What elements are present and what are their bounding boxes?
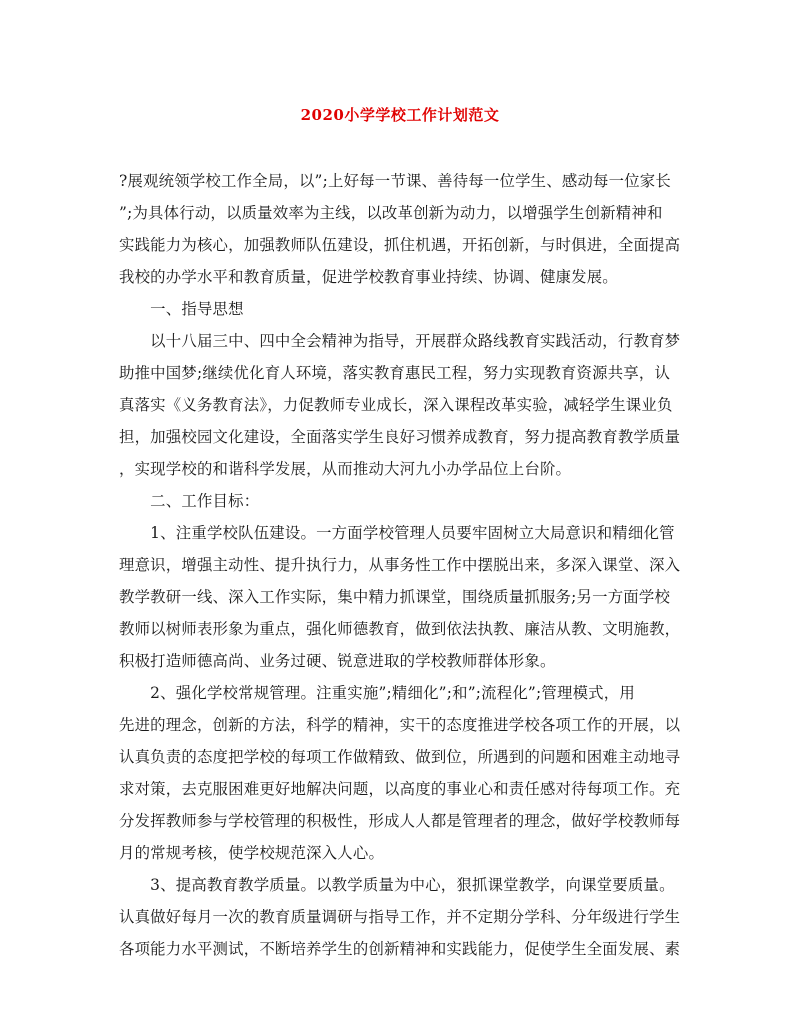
body-line: 认真负责的态度把学校的每项工作做精致、做到位，所遇到的问题和困难主动地寻 [119, 748, 681, 766]
body-line: 积极打造师德高尚、业务过硬、锐意进取的学校教师群体形象。 [119, 652, 556, 670]
body-line: 先进的理念，创新的方法，科学的精神，实干的态度推进学校各项工作的开展，以 [119, 716, 681, 734]
body-line: 分发挥教师参与学校管理的积极性，形成人人都是管理者的理念，做好学校教师每 [119, 812, 681, 830]
body-line: 担，加强校园文化建设，全面落实学生良好习惯养成教育，努力提高教育教学质量 [119, 428, 681, 446]
body-line: 3、提高教育教学质量。以教学质量为中心，狠抓课堂教学，向课堂要质量。 [119, 876, 675, 894]
body-line: 以十八届三中、四中全会精神为指导，开展群众路线教育实践活动，行教育梦 [119, 332, 681, 350]
body-line: 助推中国梦;继续优化育人环境，落实教育惠民工程，努力实现教育资源共享，认 [119, 364, 671, 382]
body-line: ，实现学校的和谐科学发展，从而推动大河九小办学品位上台阶。 [119, 460, 572, 478]
body-line: 2、强化学校常规管理。注重实施”;精细化”;和”;流程化”;管理模式，用 [119, 684, 635, 702]
body-line: 真落实《义务教育法》，力促教师专业成长，深入课程改革实验，减轻学生课业负 [119, 396, 673, 414]
body-line: ”;为具体行动，以质量效率为主线，以改革创新为动力，以增强学生创新精神和 [119, 204, 663, 222]
document-title: 2020小学学校工作计划范文 [300, 106, 500, 124]
body-line: 教学教研一线、深入工作实际，集中精力抓课堂，围绕质量抓服务;另一方面学校 [119, 588, 671, 606]
body-line: 月的常规考核，使学校规范深入人心。 [119, 844, 385, 862]
body-line: 求对策，去克服困难更好地解决问题，以高度的事业心和责任感对待每项工作。充 [119, 780, 681, 798]
body-line: 各项能力水平测试，不断培养学生的创新精神和实践能力，促使学生全面发展、素 [119, 940, 681, 958]
body-line: 教师以树师表形象为重点，强化师德教育，做到依法执教、廉洁从教、文明施教， [119, 620, 681, 638]
section-heading: 二、工作目标： [119, 492, 260, 510]
body-line: 理意识，增强主动性、提升执行力，从事务性工作中摆脱出来，多深入课堂、深入 [119, 556, 681, 574]
body-line: 实践能力为核心，加强教师队伍建设，抓住机遇，开拓创新，与时俱进，全面提高 [119, 236, 681, 254]
body-line: 我校的办学水平和教育质量，促进学校教育事业持续、协调、健康发展。 [119, 268, 618, 286]
section-heading: 一、指导思想 [119, 300, 244, 318]
body-line: 认真做好每月一次的教育质量调研与指导工作，并不定期分学科、分年级进行学生 [119, 908, 681, 926]
body-line: ?展观统领学校工作全局，以”;上好每一节课、善待每一位学生、感动每一位家长 [119, 172, 671, 190]
body-line: 1、注重学校队伍建设。一方面学校管理人员要牢固树立大局意识和精细化管 [119, 524, 675, 542]
